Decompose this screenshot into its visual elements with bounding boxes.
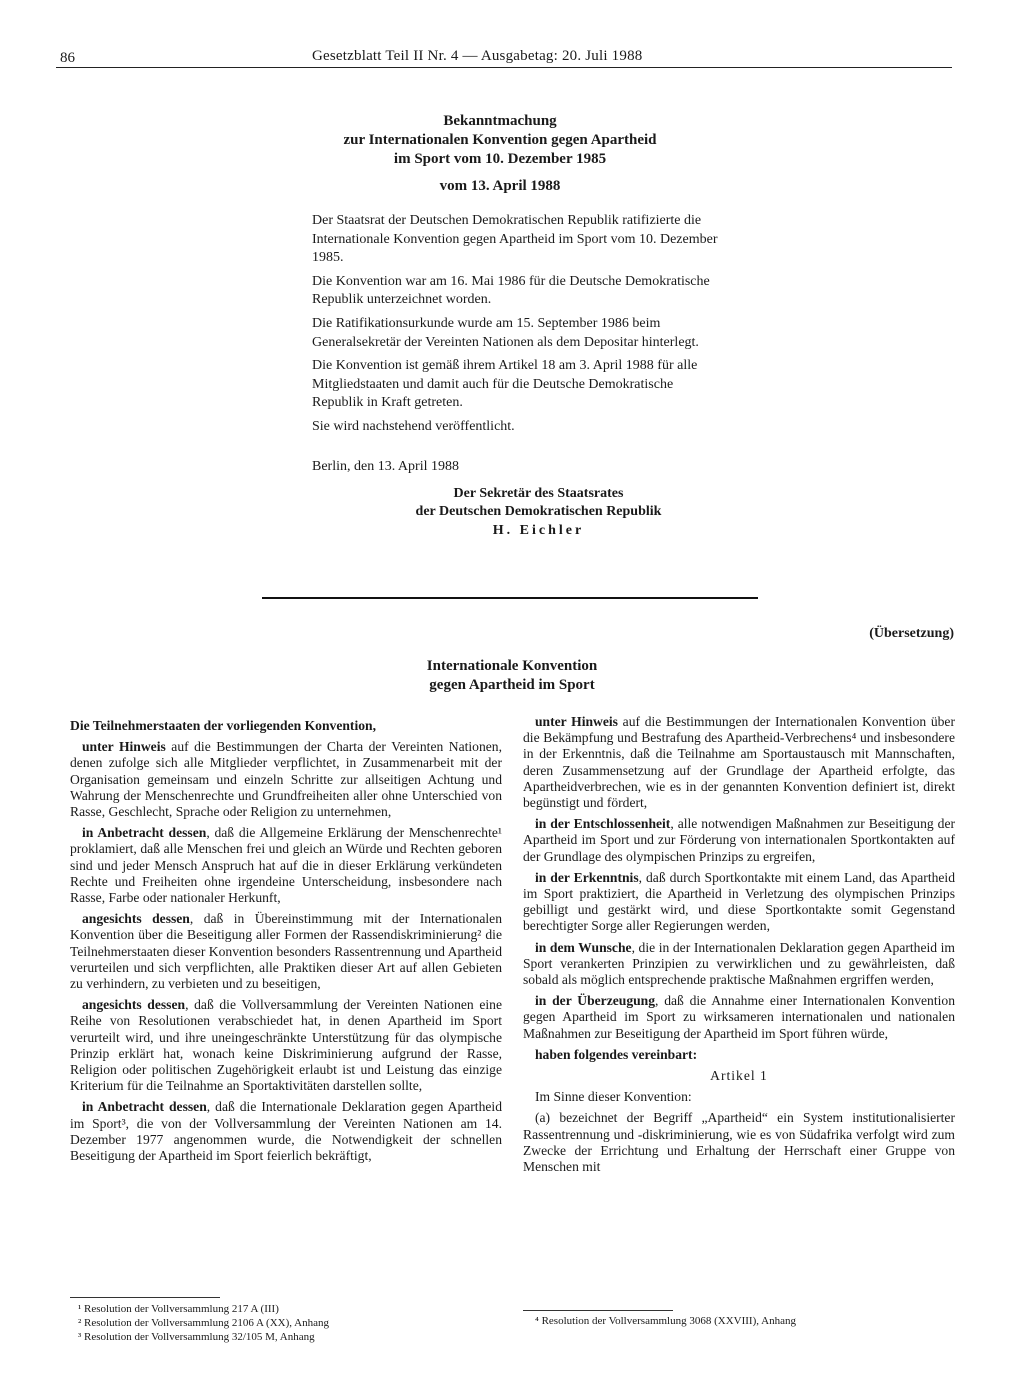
footnote-rule [523, 1310, 673, 1311]
preamble-paragraph [523, 870, 955, 935]
right-column [523, 714, 955, 1180]
convention-title-line: gegen Apartheid im Sport [429, 677, 595, 693]
preamble-opening: Die Teilnehmerstaaten der vorliegenden Konvention, [70, 718, 376, 733]
place-date: Berlin, den 13. April 1988 [312, 459, 459, 474]
preamble-lead: in dem Wunsche [535, 939, 632, 955]
signer-name: H. Eichler [492, 522, 585, 538]
preamble-lead: unter Hinweis [82, 739, 166, 755]
page-number: 86 [60, 50, 75, 66]
preamble-lead: unter Hinweis [535, 714, 618, 729]
footnote: ² Resolution der Vollversammlung 2106 A (XX), Anhang [78, 1317, 329, 1329]
signature-block [312, 458, 725, 540]
signer-title: Der Sekretär des Staatsrates [453, 485, 624, 501]
convention-title [300, 657, 724, 695]
announcement-paragraph: Die Ratifikationsurkunde wurde am 15. September 1986 beim Generalsekretär der Vereinten Nationen als dem Depositar hinterlegt. [312, 315, 699, 350]
section-separator [262, 597, 758, 599]
preamble-lead: in der Erkenntnis [535, 869, 639, 885]
announcement-paragraph: Sie wird nachstehend veröffentlicht. [312, 418, 515, 434]
preamble-paragraph [70, 825, 502, 906]
preamble-text: auf die Bestimmungen der Internationalen Konvention über die Bekämpfung und Bestrafung des Apartheid-Verbrechens⁴ und insbesondere in der Erkenntnis, daß die Teilnahme am Sportaustausch mit Mannschaften, deren Zusammensetzung auf der Grundlage der Apartheid erfolgte, das Apartheidverbrechen, wie es in der genannten Konvention definiert ist, direkt begünstigt und fördert, [523, 714, 955, 811]
article-intro: Im Sinne dieser Konvention: [535, 1089, 692, 1105]
running-title: Gesetzblatt Teil II Nr. 4 — Ausgabetag: 20. Juli 1988 [312, 48, 643, 64]
article-point: (a) bezeichnet der Begriff „Apartheid“ ein System institutionalisierter Rassentrennung und -diskriminierung, wie es von Südafrika verfolgt wird zum Zwecke der Errichtung und Erhaltung der Herrschaft einer Gruppe von Menschen mit [523, 1110, 955, 1175]
convention-title-line: Internationale Konvention [426, 658, 598, 674]
signer-title: der Deutschen Demokratischen Republik [415, 504, 662, 520]
header-rule [56, 67, 952, 68]
preamble-text: , daß durch Sportkontakte mit einem Land, das Apartheid im Sport praktiziert, die Apartheid in Verletzung des olympischen Prinzips gebilligt und gestärkt wird, und diese Sportkontakte somit Gegenstand berechtigter Sorge aller Regierungen werden, [523, 869, 956, 934]
announcement-paragraph: Die Konvention ist gemäß ihrem Artikel 18 am 3. April 1988 für alle Mitgliedstaaten und damit auch für die Deutsche Demokratische Republik in Kraft getreten. [312, 358, 698, 411]
article-heading: Artikel 1 [710, 1068, 768, 1084]
announcement-title-line: im Sport vom 10. Dezember 1985 [393, 151, 607, 167]
preamble-text: auf die Bestimmungen der Charta der Vereinten Nationen, denen zufolge sich alle Mitglieder verpflichtet, in Zusammenarbeit mit der Organisation gemeinsam und einzeln Schritte zur allseitigen Achtung und Wahrung der Menschenrechte und Grundfreiheiten aller ohne Unterschied von Rasse, Geschlecht, Sprache oder Religion zu unternehmen, [70, 739, 502, 820]
footnotes-left [78, 1302, 498, 1344]
preamble-text: , daß die Annahme einer Internationalen Konvention gegen Apartheid im Sport zu wirksameren internationalen und nationalen Maßnahmen zur Beseitigung der Apartheid im Sport führen würde, [523, 993, 955, 1041]
left-column [70, 718, 502, 1169]
announcement-paragraph: Die Konvention war am 16. Mai 1986 für die Deutsche Demokratische Republik unterzeichnet worden. [312, 273, 710, 308]
preamble-text: , daß die Vollversammlung der Vereinten Nationen eine Reihe von Resolutionen verabschiedet hat, in denen Apartheid im Sport verurteilt wird, und ihre uneingeschränkte Unterstützung für das olympische Prinzip erklärt hat, wonach keine Diskriminierung aufgrund der Rasse, Religion oder politischen Zugehörigkeit erlaubt ist und Leistung das einzige Kriterium für die Teilnahme an Sportaktivitäten darstellen sollte, [70, 997, 502, 1094]
translation-note: (Übersetzung) [869, 626, 954, 641]
announcement-date: vom 13. April 1988 [439, 178, 561, 194]
preamble-paragraph [70, 739, 502, 820]
preamble-paragraph [70, 911, 502, 992]
preamble-lead: in der Entschlossenheit [535, 816, 671, 832]
announcement-title-line: Bekanntmachung [443, 113, 557, 129]
preamble-lead: in der Überzeugung [535, 993, 656, 1009]
announcement-title [260, 112, 740, 169]
announcement-body [312, 212, 725, 442]
preamble-lead: angesichts dessen [82, 911, 190, 927]
footnote: ⁴ Resolution der Vollversammlung 3068 (XXVIII), Anhang [535, 1315, 796, 1327]
preamble-paragraph [523, 816, 955, 865]
preamble-text: , daß die Internationale Deklaration gegen Apartheid im Sport³, die von der Vollversammlung der Vereinten Nationen am 14. Dezember 1977 angenommen wurde, die Notwendigkeit der schnellen Beseitigung der Apartheid im Sport feierlich bekräftigt, [70, 1099, 502, 1164]
preamble-paragraph [70, 997, 502, 1094]
preamble-text: , daß die Allgemeine Erklärung der Menschenrechte¹ proklamiert, daß alle Menschen frei und gleich an Würde und Rechten geboren sind und jeder Mensch Anspruch hat auf die in dieser Erklärung verkündeten Rechte und Freiheiten ohne irgendeine Unterscheidung, insbesondere nach Rasse, Farbe oder nationaler Herkunft, [70, 825, 502, 906]
agreement-clause: haben folgendes vereinbart: [535, 1046, 698, 1062]
preamble-lead: in Anbetracht dessen [82, 1099, 207, 1115]
announcement-title-line: zur Internationalen Konvention gegen Apartheid [343, 132, 657, 148]
announcement-paragraph: Der Staatsrat der Deutschen Demokratischen Republik ratifizierte die Internationale Konvention gegen Apartheid im Sport vom 10. Dezember 1985. [312, 213, 718, 266]
footnotes-right [535, 1314, 955, 1328]
footnote-rule [70, 1297, 220, 1298]
preamble-paragraph [523, 940, 955, 989]
preamble-text: , alle notwendigen Maßnahmen zur Beseitigung der Apartheid im Sport und zur Förderung von internationalen Sportkontakten auf der Grundlage des olympischen Prinzips zu ergreifen, [523, 816, 955, 864]
footnote: ¹ Resolution der Vollversammlung 217 A (III) [78, 1303, 279, 1315]
footnote: ³ Resolution der Vollversammlung 32/105 M, Anhang [78, 1331, 315, 1343]
preamble-text: , die in der Internationalen Deklaration gegen Apartheid im Sport verankerten Prinzipien zu verwirklichen und zu gewährleisten, daß sobald als möglich entsprechende praktische Maßnahmen ergriffen werden, [523, 939, 955, 988]
preamble-paragraph [70, 1099, 502, 1164]
preamble-paragraph [523, 714, 955, 811]
preamble-lead: in Anbetracht dessen [82, 825, 207, 841]
preamble-paragraph [523, 993, 955, 1042]
preamble-lead: angesichts dessen [82, 997, 186, 1013]
preamble-text: , daß in Übereinstimmung mit der Internationalen Konvention über die Beseitigung aller Formen der Rassendiskriminierung² die Teilnehmerstaaten dieser Konvention besonders Rassentrennung und Apartheid verurteilen und sich verpflichten, alle Praktiken dieser Art auf allen Gebieten zu verhindern, zu verbieten und zu beseitigen, [70, 911, 502, 992]
